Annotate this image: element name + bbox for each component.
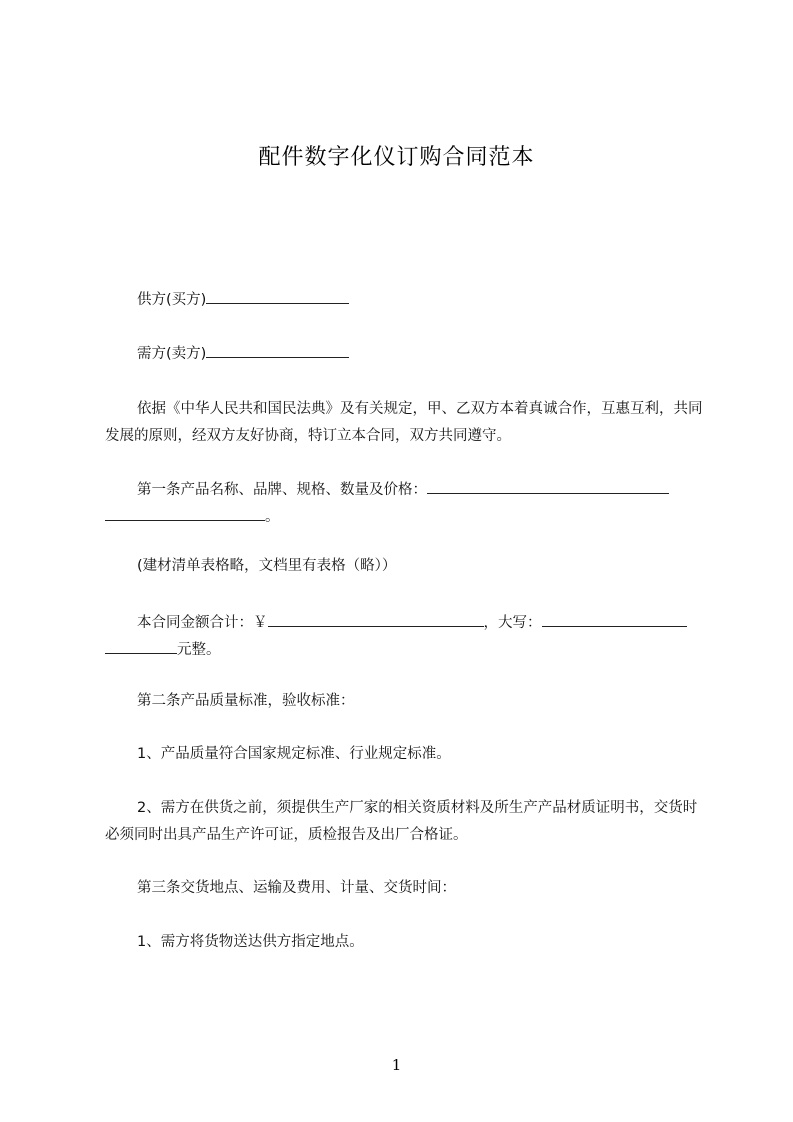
supplier-line [105,287,705,314]
article3-item-1: 1、需方将货物送达供方指定地点。 [137,934,364,950]
buyer-blank [206,342,349,358]
page-number: 1 [391,1056,402,1074]
article2-title: 第二条产品质量标准，验收标准： [137,693,355,709]
amount-upper-label: ，大写： [483,615,542,631]
article1-paragraph [105,477,705,531]
article3-title: 第三条交货地点、运输及费用、计量、交货时间： [137,880,456,896]
article2-item-1: 1、产品质量符合国家规定标准、行业规定标准。 [137,746,451,762]
supplier-blank [206,288,349,304]
amount-label: 本合同金额合计：￥ [137,615,268,631]
amount-upper-blank-2 [105,638,177,654]
document-title: 配件数字化仪订购合同范本 [258,145,535,170]
preamble-paragraph: 依据《中华人民共和国民法典》及有关规定，甲、乙双方本着真诚合作，互惠互利，共同发展的原则，经双方友好协商，特订立本合同，双方共同遵守。 [105,401,703,444]
article1-end: 。 [265,509,280,525]
article1-blank-2 [105,505,265,521]
supplier-label: 供方(买方) [137,292,207,308]
materials-note: (建材清单表格略，文档里有表格（略）） [137,558,397,574]
buyer-label: 需方(卖方) [137,346,207,362]
amount-paragraph [105,610,705,664]
amount-upper-blank-1 [542,611,687,627]
article1-label: 第一条产品名称、品牌、规格、数量及价格： [137,482,427,498]
amount-blank [268,611,484,627]
article1-blank-1 [427,478,669,494]
article2-item-2: 2、需方在供货之前，须提供生产厂家的相关资质材料及所生产产品材质证明书，交货时必须同时出具产品生产许可证，质检报告及出厂合格证。 [105,800,698,843]
amount-end: 元整。 [177,642,221,658]
buyer-line [105,341,705,368]
